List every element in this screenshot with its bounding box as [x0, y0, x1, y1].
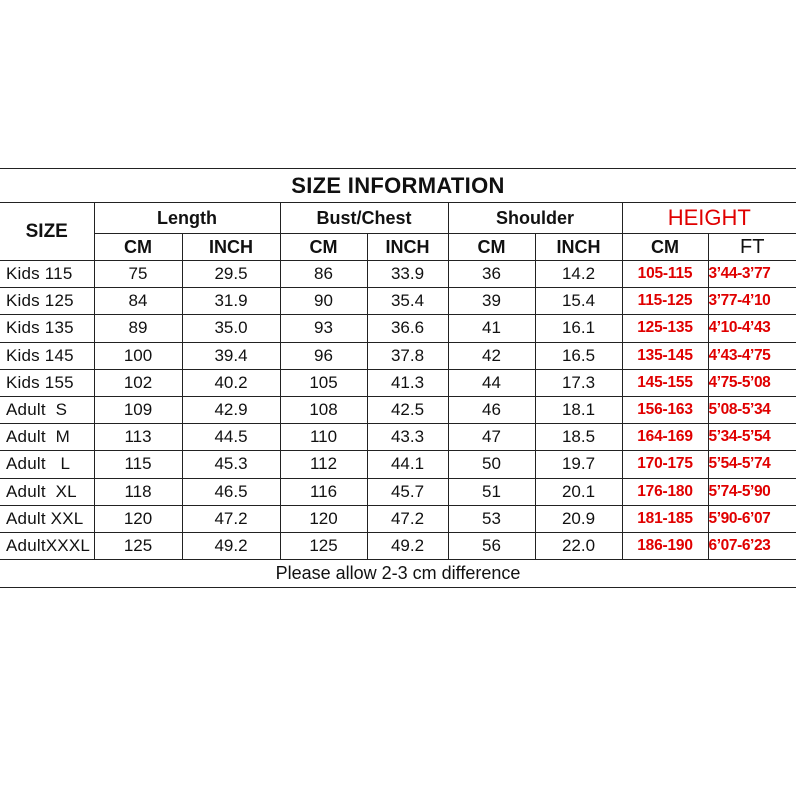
- shoulder-inch-cell: 14.2: [535, 261, 622, 288]
- table-row: [0, 451, 796, 478]
- shoulder-cm-cell: 56: [448, 532, 535, 559]
- bust-cm-cell: 86: [280, 261, 367, 288]
- shoulder-inch-cell: 15.4: [535, 288, 622, 315]
- height-ft-cell: 5’74-5’90: [708, 478, 796, 505]
- height-ft-cell: 3’77-4’10: [708, 288, 796, 315]
- shoulder-inch-cell: 18.1: [535, 396, 622, 423]
- length-inch-cell: 49.2: [182, 532, 280, 559]
- length-cm-cell: 89: [94, 315, 182, 342]
- length-inch-cell: 44.5: [182, 424, 280, 451]
- size-cell: Kids 155: [0, 369, 94, 396]
- size-table: [0, 168, 796, 588]
- table-row: [0, 505, 796, 532]
- height-group-header: HEIGHT: [622, 203, 796, 234]
- shoulder-cm-cell: 47: [448, 424, 535, 451]
- table-row: [0, 342, 796, 369]
- length-cm-cell: 125: [94, 532, 182, 559]
- height-cm-cell: 145-155: [622, 369, 708, 396]
- shoulder-cm-cell: 50: [448, 451, 535, 478]
- shoulder-cm-cell: 51: [448, 478, 535, 505]
- height-ft-cell: 5’08-5’34: [708, 396, 796, 423]
- length-inch-cell: 29.5: [182, 261, 280, 288]
- table-title: SIZE INFORMATION: [0, 169, 796, 203]
- table-row: [0, 396, 796, 423]
- length-inch-cell: 35.0: [182, 315, 280, 342]
- shoulder-inch-cell: 20.9: [535, 505, 622, 532]
- bust-inch-cell: 36.6: [367, 315, 448, 342]
- shoulder-inch-cell: 17.3: [535, 369, 622, 396]
- height-cm-header: CM: [622, 234, 708, 261]
- bust-cm-cell: 116: [280, 478, 367, 505]
- length-inch-cell: 40.2: [182, 369, 280, 396]
- bust-inch-cell: 33.9: [367, 261, 448, 288]
- length-cm-header: CM: [94, 234, 182, 261]
- bust-inch-cell: 42.5: [367, 396, 448, 423]
- height-ft-cell: 5’54-5’74: [708, 451, 796, 478]
- shoulder-cm-cell: 36: [448, 261, 535, 288]
- shoulder-inch-cell: 16.5: [535, 342, 622, 369]
- table-row: [0, 478, 796, 505]
- size-cell: Adult M: [0, 424, 94, 451]
- height-cm-cell: 170-175: [622, 451, 708, 478]
- height-ft-cell: 5’90-6’07: [708, 505, 796, 532]
- height-cm-cell: 164-169: [622, 424, 708, 451]
- bust-cm-cell: 110: [280, 424, 367, 451]
- height-cm-cell: 125-135: [622, 315, 708, 342]
- bust-cm-cell: 108: [280, 396, 367, 423]
- length-cm-cell: 120: [94, 505, 182, 532]
- shoulder-inch-cell: 22.0: [535, 532, 622, 559]
- shoulder-inch-cell: 16.1: [535, 315, 622, 342]
- length-cm-cell: 84: [94, 288, 182, 315]
- height-ft-cell: 4’10-4’43: [708, 315, 796, 342]
- bust-cm-cell: 120: [280, 505, 367, 532]
- shoulder-inch-cell: 18.5: [535, 424, 622, 451]
- size-rows: [0, 261, 796, 560]
- height-ft-cell: 4’75-5’08: [708, 369, 796, 396]
- table-row: [0, 261, 796, 288]
- size-cell: AdultXXXL: [0, 532, 94, 559]
- shoulder-cm-cell: 44: [448, 369, 535, 396]
- bust-group-header: Bust/Chest: [280, 203, 448, 234]
- length-cm-cell: 75: [94, 261, 182, 288]
- height-ft-cell: 3’44-3’77: [708, 261, 796, 288]
- bust-cm-cell: 125: [280, 532, 367, 559]
- length-inch-cell: 42.9: [182, 396, 280, 423]
- size-cell: Kids 125: [0, 288, 94, 315]
- height-cm-cell: 105-115: [622, 261, 708, 288]
- size-cell: Adult S: [0, 396, 94, 423]
- shoulder-inch-header: INCH: [535, 234, 622, 261]
- height-cm-cell: 176-180: [622, 478, 708, 505]
- shoulder-group-header: Shoulder: [448, 203, 622, 234]
- height-cm-cell: 186-190: [622, 532, 708, 559]
- bust-cm-cell: 90: [280, 288, 367, 315]
- difference-note: Please allow 2-3 cm difference: [0, 560, 796, 588]
- size-chart: [0, 168, 796, 588]
- height-cm-cell: 181-185: [622, 505, 708, 532]
- height-cm-cell: 135-145: [622, 342, 708, 369]
- length-cm-cell: 115: [94, 451, 182, 478]
- length-inch-cell: 46.5: [182, 478, 280, 505]
- shoulder-inch-cell: 19.7: [535, 451, 622, 478]
- length-inch-cell: 31.9: [182, 288, 280, 315]
- height-cm-cell: 156-163: [622, 396, 708, 423]
- length-inch-cell: 45.3: [182, 451, 280, 478]
- size-column-header: SIZE: [0, 203, 94, 261]
- height-ft-cell: 6’07-6’23: [708, 532, 796, 559]
- table-row: [0, 369, 796, 396]
- bust-inch-cell: 41.3: [367, 369, 448, 396]
- length-cm-cell: 100: [94, 342, 182, 369]
- bust-inch-cell: 35.4: [367, 288, 448, 315]
- bust-inch-cell: 43.3: [367, 424, 448, 451]
- bust-cm-cell: 93: [280, 315, 367, 342]
- length-cm-cell: 118: [94, 478, 182, 505]
- size-cell: Kids 115: [0, 261, 94, 288]
- table-row: [0, 288, 796, 315]
- bust-inch-cell: 45.7: [367, 478, 448, 505]
- height-ft-header: FT: [708, 234, 796, 261]
- table-row: [0, 424, 796, 451]
- bust-cm-header: CM: [280, 234, 367, 261]
- size-cell: Kids 145: [0, 342, 94, 369]
- length-cm-cell: 102: [94, 369, 182, 396]
- bust-cm-cell: 105: [280, 369, 367, 396]
- bust-inch-cell: 37.8: [367, 342, 448, 369]
- shoulder-cm-cell: 41: [448, 315, 535, 342]
- length-cm-cell: 113: [94, 424, 182, 451]
- shoulder-cm-cell: 42: [448, 342, 535, 369]
- table-row: [0, 315, 796, 342]
- shoulder-cm-cell: 39: [448, 288, 535, 315]
- length-inch-cell: 47.2: [182, 505, 280, 532]
- length-inch-header: INCH: [182, 234, 280, 261]
- shoulder-cm-cell: 46: [448, 396, 535, 423]
- shoulder-cm-cell: 53: [448, 505, 535, 532]
- shoulder-inch-cell: 20.1: [535, 478, 622, 505]
- bust-cm-cell: 96: [280, 342, 367, 369]
- length-cm-cell: 109: [94, 396, 182, 423]
- bust-inch-cell: 49.2: [367, 532, 448, 559]
- height-ft-cell: 4’43-4’75: [708, 342, 796, 369]
- bust-inch-cell: 44.1: [367, 451, 448, 478]
- bust-inch-header: INCH: [367, 234, 448, 261]
- length-inch-cell: 39.4: [182, 342, 280, 369]
- shoulder-cm-header: CM: [448, 234, 535, 261]
- size-cell: Adult XXL: [0, 505, 94, 532]
- size-cell: Adult L: [0, 451, 94, 478]
- height-cm-cell: 115-125: [622, 288, 708, 315]
- size-cell: Adult XL: [0, 478, 94, 505]
- bust-inch-cell: 47.2: [367, 505, 448, 532]
- bust-cm-cell: 112: [280, 451, 367, 478]
- height-ft-cell: 5’34-5’54: [708, 424, 796, 451]
- table-row: [0, 532, 796, 559]
- size-cell: Kids 135: [0, 315, 94, 342]
- length-group-header: Length: [94, 203, 280, 234]
